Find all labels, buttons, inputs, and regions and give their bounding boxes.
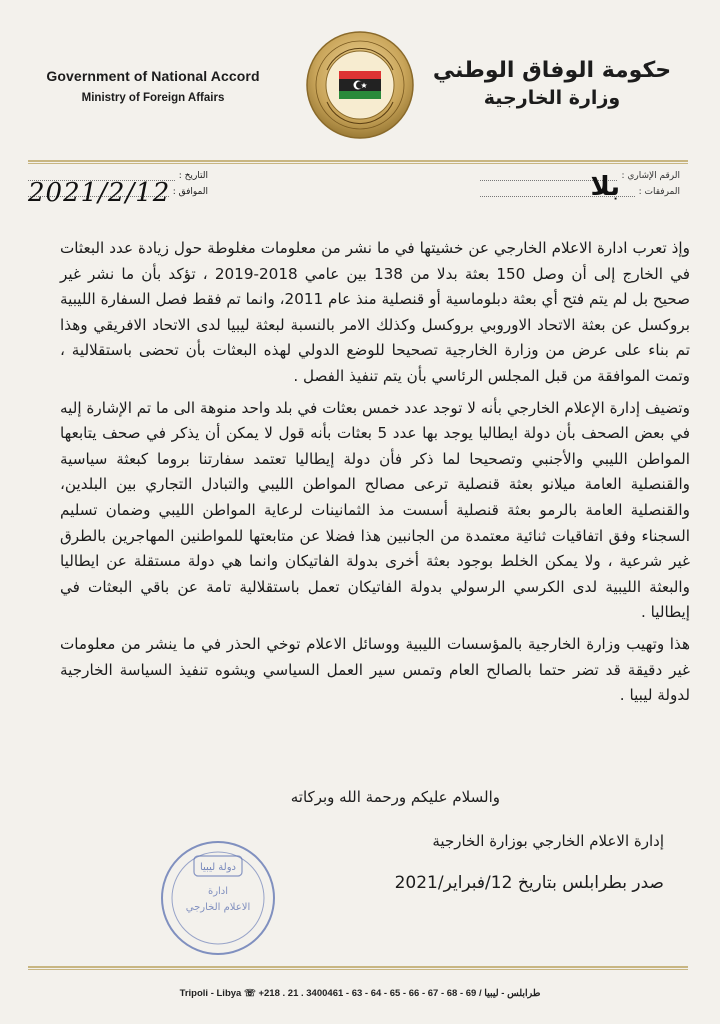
attachments-label: المرفقات : — [638, 187, 680, 197]
date-label: التاريخ : — [178, 171, 208, 181]
stamp-top-text: دولة ليبيا — [199, 862, 237, 873]
reference-block — [480, 168, 680, 200]
government-name-ar: حكومة الوفاق الوطني — [432, 58, 672, 83]
reference-label: الرقم الإشاري : — [621, 171, 680, 181]
closing-salutation: والسلام عليكم ورحمة الله وبركاته — [290, 788, 500, 806]
corresponding-label: الموافق : — [172, 187, 208, 197]
paragraph-1: وإذ تعرب ادارة الاعلام الخارجي عن خشيتها في ما نشر من معلومات مغلوطة حول زيادة عدد البعثات في الخارج إلى أن وصل 150 بعثة بدلا من 138 بين عامي 2018-2019 ، تؤكد بأن ما نشر غير صحيح بل لم يتم فتح أي بعثة دبلوماسية أو قنصلية منذ عام 2011، وانما تم فقط فصل السفارة الليبية بروكسل عن بعثة الاتحاد الاوروبي بروكسل وكذلك الامر بالنسبة لبعثة ليبيا لدى الاتحاد الافريقي وهذا تم بناء على عرض من وزارة الخارجية تصحيحا للوضع الدولي لهذه البعثات بأن تحضى باستقلالية ، وتمت الموافقة من قبل المجلس الرئاسي بأن يتم تنفيذ الفصل . — [60, 239, 690, 385]
state-seal-icon — [305, 30, 415, 140]
letter-body — [60, 236, 690, 715]
handwritten-reference: بلا — [590, 172, 620, 202]
footer-rule — [28, 966, 688, 968]
paragraph-2: وتضيف إدارة الإعلام الخارجي بأنه لا توجد عدد خمس بعثات في بلد واحد منوهة الى ما تم الإشارة إليه في بعض الصحف بأن دولة ايطاليا يوجد بها عدد 5 بعثات بأنه قول لا يمكن أن يذكر في صحف يتابعها المواطن الليبي والأجنبي وتصحيحا لما ذكر فأن دولة إيطاليا تعتمد سفارتنا بروما كبعثة سياسية والقنصلية العامة ميلانو بعثة قنصلية ترعى مصالح المواطن الليبي والتبادل التجاري بين البلدين، والقنصلية العامة بالرمو بعثة قنصلية أسست مذ الثمانينات لرعاية المواطن الليبي وضمان تسليم السجناء وفق اتفاقيات ثنائية معتمدة من الجانبين هذا فضلا عن متابعتها للمواطنين المهاجرين بالطرق غير شرعية ، ولا يمكن الخلط بوجود بعثة أخرى بدولة الفاتيكان وانما هي دولة مستقلة عن ايطاليا والبعثة الليبية لدى الكرسي الرسولي بدولة الفاتيكان تعمل باستقلالية تامة عن باقي البعثات في إيطاليا . — [60, 398, 690, 622]
footer-contact: Tripoli - Libya ☏ +218 . 21 . 3400461 - 63 - 64 - 65 - 66 - 67 - 68 - 69 / طرابلس - ليبيا — [179, 988, 541, 999]
issue-place-date: صدر بطرابلس بتاريخ 12/فبراير/2021 — [394, 873, 664, 893]
government-name-en: Government of National Accord — [46, 68, 260, 84]
header-arabic — [412, 58, 692, 109]
stamp-line-1: ادارة — [207, 886, 229, 897]
stamp-line-2: الاعلام الخارجي — [185, 902, 251, 913]
ministry-name-en: Ministry of Foreign Affairs — [81, 92, 225, 104]
ministry-name-ar: وزارة الخارجية — [483, 87, 621, 109]
department-stamp-icon — [158, 838, 278, 958]
footer-rule-thin — [28, 969, 688, 970]
header-english — [18, 68, 288, 104]
signatory-department: إدارة الاعلام الخارجي بوزارة الخارجية — [432, 832, 664, 850]
handwritten-date: 2021/2/12 — [28, 178, 171, 208]
header-rule — [28, 160, 688, 162]
paragraph-3: هذا وتهيب وزارة الخارجية بالمؤسسات الليبية ووسائل الاعلام توخي الحذر في ما ينشر من معلومات غير دقيقة قد تضر حتما بالصالح العام وتمس سير العمل السياسي ويشوه تنفيذ السياسة الخارجية لدولة ليبيا . — [60, 634, 690, 705]
header-rule-thin — [28, 163, 688, 164]
